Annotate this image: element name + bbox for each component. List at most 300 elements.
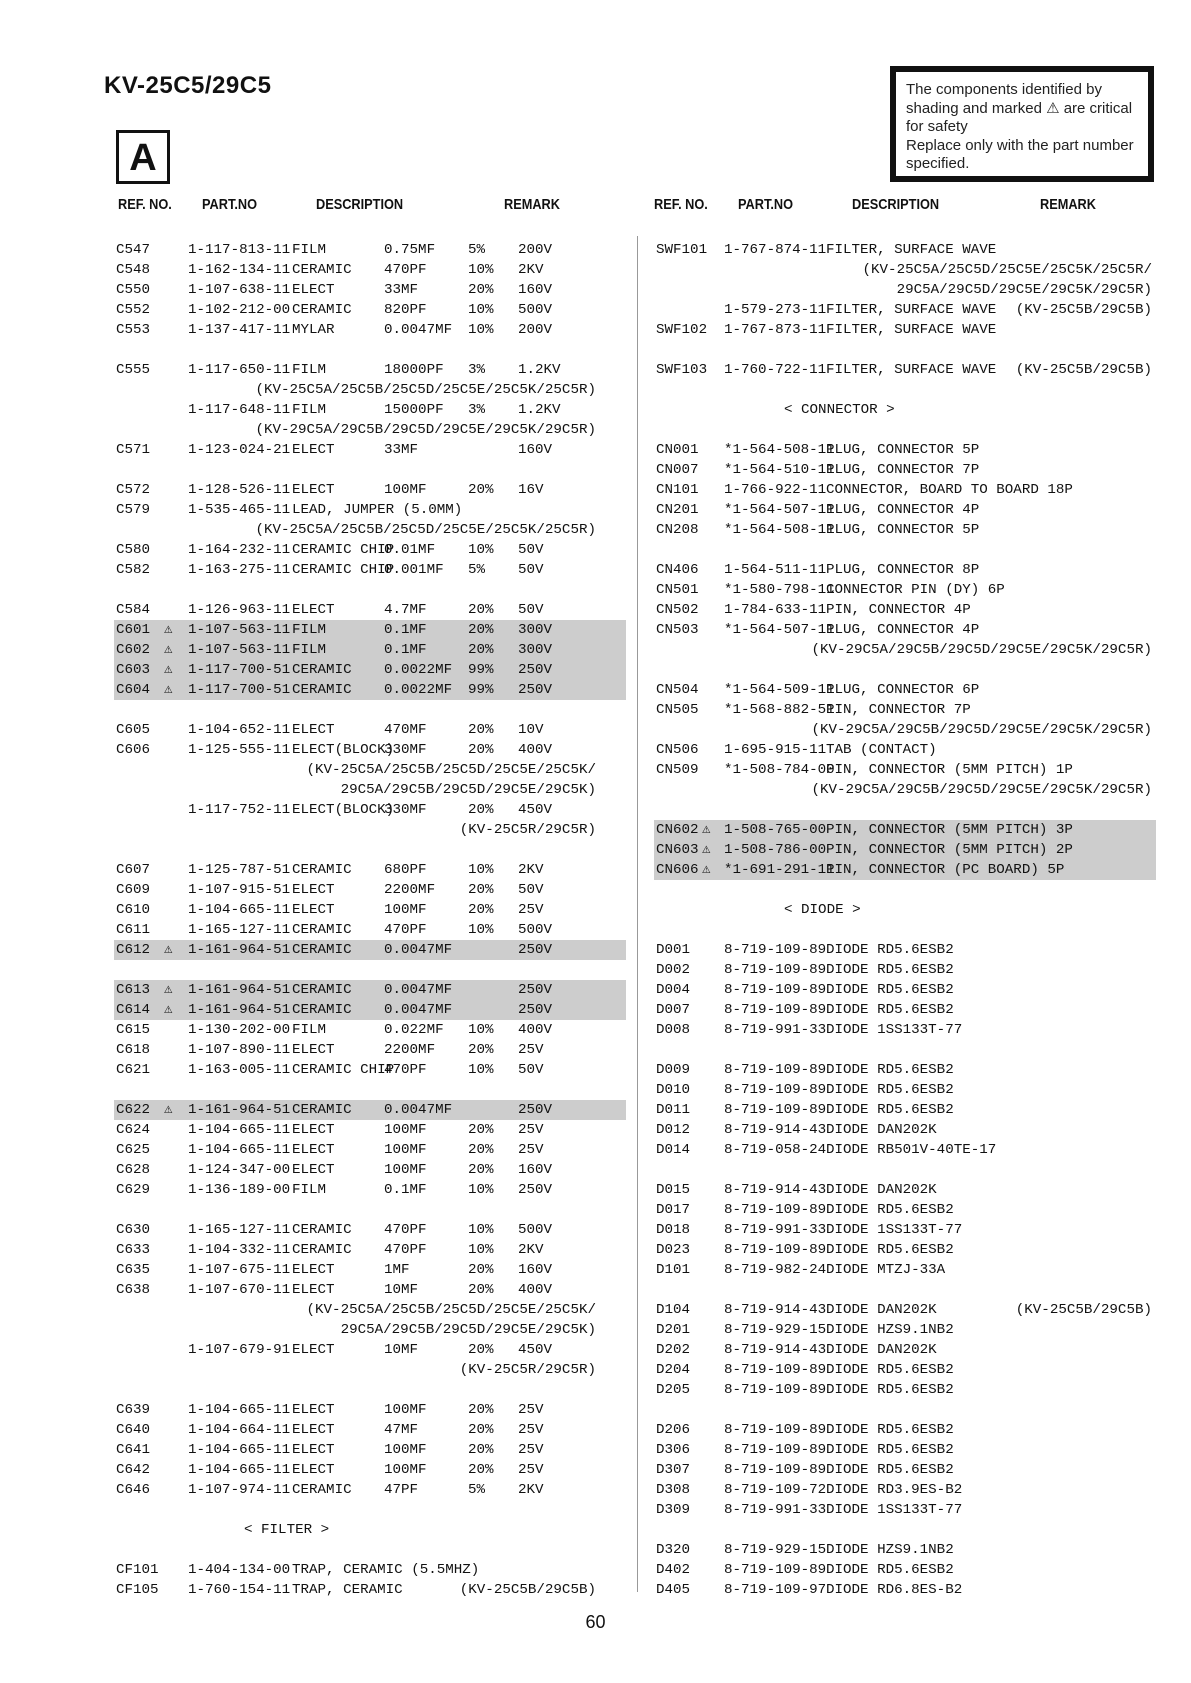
cell-sec: < FILTER > xyxy=(244,1522,330,1538)
part-row xyxy=(654,1480,1156,1500)
cell-part: 8-719-109-97 xyxy=(724,1582,827,1598)
part-row xyxy=(114,500,626,520)
cell-part: 1-163-005-11 xyxy=(188,1062,291,1078)
cell-desc: DIODE RD5.6ESB2 xyxy=(826,1382,954,1398)
part-row xyxy=(114,640,626,660)
cell-ref: C629 xyxy=(116,1182,151,1198)
cell-ref: C639 xyxy=(116,1402,151,1418)
cell-part: 1-124-347-00 xyxy=(188,1162,291,1178)
cell-tol: 10% xyxy=(468,1182,494,1198)
cell-ref: C609 xyxy=(116,882,151,898)
cell-part: *1-508-784-00 xyxy=(724,762,835,778)
cell-desc: PLUG, CONNECTOR 5P xyxy=(826,442,980,458)
cell-part: *1-568-882-51 xyxy=(724,702,835,718)
cell-volt: 2KV xyxy=(518,1482,544,1498)
header-remark: REMARK xyxy=(504,196,560,213)
part-row xyxy=(654,860,1156,880)
cell-part: 8-719-991-33 xyxy=(724,1502,827,1518)
cell-desc: ELECT(BLOCK) xyxy=(292,802,395,818)
cell-part: 1-784-633-11 xyxy=(724,602,827,618)
cell-desc: CERAMIC xyxy=(292,662,352,678)
cell-tol: 5% xyxy=(468,1482,486,1498)
part-row xyxy=(114,480,626,500)
part-row xyxy=(654,980,1156,1000)
cell-desc: FILM xyxy=(292,362,327,378)
cell-volt: 1.2KV xyxy=(518,402,561,418)
cell-tol: 20% xyxy=(468,902,494,918)
cell-desc: ELECT xyxy=(292,1042,335,1058)
cell-part: 1-130-202-00 xyxy=(188,1022,291,1038)
cell-ref: C550 xyxy=(116,282,151,298)
cell-desc: ELECT xyxy=(292,1342,335,1358)
cell-part: *1-564-508-11 xyxy=(724,442,835,458)
cell-val: 15000PF xyxy=(384,402,444,418)
cell-ref: CN504 xyxy=(656,682,699,698)
cell-volt: 250V xyxy=(518,1002,553,1018)
part-row xyxy=(654,940,1156,960)
part-row xyxy=(114,980,626,1000)
cell-val: 470PF xyxy=(384,262,427,278)
cell-volt: 200V xyxy=(518,242,553,258)
part-row xyxy=(114,1280,626,1300)
cell-note: 29C5A/29C5B/29C5D/29C5E/29C5K) xyxy=(340,1322,596,1338)
caution-triangle-icon: ⚠ xyxy=(164,982,173,998)
cell-desc: ELECT xyxy=(292,442,335,458)
cell-ref: C580 xyxy=(116,542,151,558)
cell-val: 47MF xyxy=(384,1422,419,1438)
cell-desc: FILM xyxy=(292,1022,327,1038)
cell-ref: CN007 xyxy=(656,462,699,478)
cell-ref: D101 xyxy=(656,1262,691,1278)
notice-line: shading and marked ⚠ are critical xyxy=(906,99,1133,117)
cell-val: 0.0047MF xyxy=(384,1002,453,1018)
part-row xyxy=(114,740,626,760)
cell-ref: C614 xyxy=(116,1002,151,1018)
cell-part: 8-719-109-89 xyxy=(724,1062,827,1078)
part-row xyxy=(114,1440,626,1460)
cell-part: 8-719-109-89 xyxy=(724,1102,827,1118)
row-spacer xyxy=(654,380,1156,400)
row-spacer xyxy=(654,880,1156,900)
cell-val: 330MF xyxy=(384,742,427,758)
cell-desc: LEAD, JUMPER (5.0MM) xyxy=(292,502,463,518)
cell-ref: C638 xyxy=(116,1282,151,1298)
cell-part: 1-125-787-51 xyxy=(188,862,291,878)
cell-volt: 160V xyxy=(518,1262,553,1278)
cell-note: (KV-25C5A/25C5B/25C5D/25C5E/25C5K/25C5R) xyxy=(255,522,596,538)
cell-ref: D011 xyxy=(656,1102,691,1118)
cell-val: 820PF xyxy=(384,302,427,318)
cell-volt: 25V xyxy=(518,1442,544,1458)
cell-desc: PLUG, CONNECTOR 4P xyxy=(826,502,980,518)
cell-ref: SWF101 xyxy=(656,242,708,258)
cell-desc: TRAP, CERAMIC (5.5MHZ) xyxy=(292,1562,480,1578)
part-row xyxy=(654,1360,1156,1380)
cell-volt: 160V xyxy=(518,282,553,298)
cell-desc: ELECT xyxy=(292,1162,335,1178)
part-row xyxy=(114,360,626,380)
cell-ref: D402 xyxy=(656,1562,691,1578)
cell-ref: CN101 xyxy=(656,482,699,498)
cell-ref: C555 xyxy=(116,362,151,378)
cell-val: 0.0022MF xyxy=(384,662,453,678)
part-row xyxy=(654,620,1156,640)
cell-note: (KV-29C5A/29C5B/29C5D/29C5E/29C5K/29C5R) xyxy=(811,642,1152,658)
cell-ref: D014 xyxy=(656,1142,691,1158)
cell-desc: CERAMIC xyxy=(292,1002,352,1018)
part-row xyxy=(654,1220,1156,1240)
cell-volt: 300V xyxy=(518,622,553,638)
cell-part: *1-580-798-11 xyxy=(724,582,835,598)
part-row xyxy=(654,1340,1156,1360)
caution-triangle-icon: ⚠ xyxy=(164,622,173,638)
part-row xyxy=(654,1100,1156,1120)
cell-note: (KV-25C5A/25C5B/25C5D/25C5E/25C5K/ xyxy=(306,762,596,778)
cell-part: 1-104-664-11 xyxy=(188,1422,291,1438)
cell-ref: C624 xyxy=(116,1122,151,1138)
cell-val: 0.75MF xyxy=(384,242,436,258)
cell-desc: DIODE RD5.6ESB2 xyxy=(826,1202,954,1218)
cell-ref: C605 xyxy=(116,722,151,738)
cell-desc: DIODE HZS9.1NB2 xyxy=(826,1542,954,1558)
cell-part: 1-104-665-11 xyxy=(188,1442,291,1458)
cell-part: 1-102-212-00 xyxy=(188,302,291,318)
cell-val: 10MF xyxy=(384,1282,419,1298)
part-row xyxy=(114,820,626,840)
cell-ref: C548 xyxy=(116,262,151,278)
cell-volt: 1.2KV xyxy=(518,362,561,378)
part-row xyxy=(114,420,626,440)
cell-part: 1-117-650-11 xyxy=(188,362,291,378)
cell-volt: 50V xyxy=(518,1062,544,1078)
row-spacer xyxy=(114,1540,626,1560)
part-row xyxy=(114,260,626,280)
cell-part: 1-535-465-11 xyxy=(188,502,291,518)
row-spacer xyxy=(654,660,1156,680)
cell-volt: 50V xyxy=(518,882,544,898)
part-row xyxy=(654,1440,1156,1460)
cell-desc: DIODE RD5.6ESB2 xyxy=(826,962,954,978)
part-row xyxy=(654,580,1156,600)
cell-val: 1MF xyxy=(384,1262,410,1278)
cell-part: 8-719-982-24 xyxy=(724,1262,827,1278)
cell-tol: 99% xyxy=(468,662,494,678)
cell-ref: C635 xyxy=(116,1262,151,1278)
cell-desc: PIN, CONNECTOR 4P xyxy=(826,602,971,618)
cell-volt: 250V xyxy=(518,1102,553,1118)
cell-volt: 400V xyxy=(518,1022,553,1038)
cell-part: *1-564-510-11 xyxy=(724,462,835,478)
header-remark: REMARK xyxy=(1040,196,1096,213)
cell-val: 470PF xyxy=(384,922,427,938)
cell-desc: ELECT xyxy=(292,1442,335,1458)
cell-part: *1-564-508-11 xyxy=(724,522,835,538)
header-description: DESCRIPTION xyxy=(316,196,404,213)
cell-val: 470PF xyxy=(384,1242,427,1258)
cell-ref: CN406 xyxy=(656,562,699,578)
cell-volt: 300V xyxy=(518,642,553,658)
cell-val: 100MF xyxy=(384,902,427,918)
part-row xyxy=(114,1020,626,1040)
cell-desc: CERAMIC xyxy=(292,1102,352,1118)
part-row xyxy=(654,1300,1156,1320)
cell-desc: DIODE DAN202K xyxy=(826,1182,937,1198)
part-row xyxy=(114,600,626,620)
cell-part: 1-104-665-11 xyxy=(188,1462,291,1478)
cell-desc: TAB (CONTACT) xyxy=(826,742,937,758)
part-row xyxy=(654,500,1156,520)
cell-ref: C642 xyxy=(116,1462,151,1478)
cell-note: (KV-25C5B/29C5B) xyxy=(459,1582,596,1598)
cell-part: 1-760-722-11 xyxy=(724,362,827,378)
part-row xyxy=(654,840,1156,860)
cell-tol: 10% xyxy=(468,1062,494,1078)
row-spacer xyxy=(114,1380,626,1400)
cell-volt: 160V xyxy=(518,1162,553,1178)
cell-desc: PLUG, CONNECTOR 5P xyxy=(826,522,980,538)
cell-ref: D008 xyxy=(656,1022,691,1038)
cell-val: 0.0022MF xyxy=(384,682,453,698)
cell-desc: CERAMIC CHIP xyxy=(292,562,395,578)
cell-note: (KV-25C5R/29C5R) xyxy=(459,822,596,838)
cell-desc: DIODE RD5.6ESB2 xyxy=(826,1442,954,1458)
cell-rem: (KV-25C5B/29C5B) xyxy=(1015,362,1152,378)
part-row xyxy=(654,1540,1156,1560)
cell-part: 8-719-109-89 xyxy=(724,962,827,978)
cell-desc: DIODE RD5.6ESB2 xyxy=(826,1082,954,1098)
part-row xyxy=(114,660,626,680)
cell-ref: D007 xyxy=(656,1002,691,1018)
cell-ref: D307 xyxy=(656,1462,691,1478)
cell-desc: DIODE RD5.6ESB2 xyxy=(826,1562,954,1578)
cell-volt: 160V xyxy=(518,442,553,458)
part-row xyxy=(654,520,1156,540)
cell-tol: 20% xyxy=(468,1142,494,1158)
cell-desc: FILM xyxy=(292,1182,327,1198)
cell-desc: FILTER, SURFACE WAVE xyxy=(826,242,997,258)
notice-line: for safety xyxy=(906,118,968,135)
cell-ref: C646 xyxy=(116,1482,151,1498)
cell-ref: C621 xyxy=(116,1062,151,1078)
part-row xyxy=(114,920,626,940)
part-row xyxy=(114,1320,626,1340)
cell-ref: D206 xyxy=(656,1422,691,1438)
cell-desc: DIODE DAN202K xyxy=(826,1122,937,1138)
cell-desc: DIODE RD5.6ESB2 xyxy=(826,1002,954,1018)
cell-ref: D004 xyxy=(656,982,691,998)
cell-desc: CONNECTOR, BOARD TO BOARD 18P xyxy=(826,482,1073,498)
model-title: KV-25C5/29C5 xyxy=(104,72,272,99)
cell-ref: D017 xyxy=(656,1202,691,1218)
cell-desc: DIODE 1SS133T-77 xyxy=(826,1502,963,1518)
cell-note: (KV-29C5A/29C5B/29C5D/29C5E/29C5K/29C5R) xyxy=(255,422,596,438)
cell-part: 8-719-109-89 xyxy=(724,1442,827,1458)
part-row xyxy=(114,1400,626,1420)
cell-part: 1-136-189-00 xyxy=(188,1182,291,1198)
cell-tol: 3% xyxy=(468,402,486,418)
cell-tol: 10% xyxy=(468,862,494,878)
row-spacer xyxy=(114,1080,626,1100)
part-row xyxy=(114,620,626,640)
cell-part: 8-719-109-72 xyxy=(724,1482,827,1498)
cell-volt: 500V xyxy=(518,302,553,318)
cell-note: (KV-25C5A/25C5B/25C5D/25C5E/25C5K/ xyxy=(306,1302,596,1318)
cell-part: 8-719-914-43 xyxy=(724,1302,827,1318)
cell-part: 1-165-127-11 xyxy=(188,1222,291,1238)
cell-ref: C610 xyxy=(116,902,151,918)
cell-ref: CF105 xyxy=(116,1582,159,1598)
cell-desc: ELECT(BLOCK) xyxy=(292,742,395,758)
part-row xyxy=(114,1300,626,1320)
cell-part: 1-123-024-21 xyxy=(188,442,291,458)
part-row xyxy=(114,1140,626,1160)
cell-part: 8-719-914-43 xyxy=(724,1342,827,1358)
cell-part: 1-161-964-51 xyxy=(188,1102,291,1118)
cell-part: 1-104-665-11 xyxy=(188,1122,291,1138)
part-row xyxy=(654,300,1156,320)
cell-part: 1-126-963-11 xyxy=(188,602,291,618)
part-row xyxy=(654,1120,1156,1140)
cell-part: 8-719-109-89 xyxy=(724,1362,827,1378)
cell-ref: D204 xyxy=(656,1362,691,1378)
row-spacer xyxy=(654,920,1156,940)
cell-ref: CN603 xyxy=(656,842,699,858)
caution-triangle-icon: ⚠ xyxy=(164,682,173,698)
cell-tol: 20% xyxy=(468,282,494,298)
cell-note: 29C5A/29C5B/29C5D/29C5E/29C5K) xyxy=(340,782,596,798)
cell-part: 1-107-679-91 xyxy=(188,1342,291,1358)
cell-val: 0.1MF xyxy=(384,622,427,638)
cell-ref: CN208 xyxy=(656,522,699,538)
part-row xyxy=(114,1120,626,1140)
cell-part: 1-107-675-11 xyxy=(188,1262,291,1278)
cell-ref: D023 xyxy=(656,1242,691,1258)
row-spacer xyxy=(654,1520,1156,1540)
cell-tol: 10% xyxy=(468,542,494,558)
cell-ref: SWF103 xyxy=(656,362,708,378)
cell-volt: 450V xyxy=(518,802,553,818)
cell-part: 1-128-526-11 xyxy=(188,482,291,498)
cell-desc: PLUG, CONNECTOR 7P xyxy=(826,462,980,478)
cell-ref: C641 xyxy=(116,1442,151,1458)
cell-part: 1-164-232-11 xyxy=(188,542,291,558)
row-spacer xyxy=(654,1040,1156,1060)
part-row xyxy=(114,400,626,420)
cell-ref: D010 xyxy=(656,1082,691,1098)
row-spacer xyxy=(654,540,1156,560)
cell-val: 0.001MF xyxy=(384,562,444,578)
cell-tol: 20% xyxy=(468,1462,494,1478)
part-row xyxy=(654,1460,1156,1480)
cell-desc: TRAP, CERAMIC xyxy=(292,1582,403,1598)
cell-part: 8-719-109-89 xyxy=(724,1082,827,1098)
cell-desc: ELECT xyxy=(292,602,335,618)
cell-volt: 400V xyxy=(518,1282,553,1298)
cell-tol: 20% xyxy=(468,602,494,618)
cell-val: 470PF xyxy=(384,1222,427,1238)
cell-volt: 25V xyxy=(518,1462,544,1478)
cell-ref: D306 xyxy=(656,1442,691,1458)
cell-desc: PIN, CONNECTOR (PC BOARD) 5P xyxy=(826,862,1065,878)
cell-ref: CN509 xyxy=(656,762,699,778)
part-row xyxy=(654,1020,1156,1040)
cell-ref: C618 xyxy=(116,1042,151,1058)
cell-desc: PLUG, CONNECTOR 8P xyxy=(826,562,980,578)
cell-ref: D205 xyxy=(656,1382,691,1398)
cell-tol: 20% xyxy=(468,722,494,738)
caution-triangle-icon: ⚠ xyxy=(164,1002,173,1018)
parts-list-right xyxy=(654,240,1156,1600)
part-row xyxy=(114,1260,626,1280)
cell-part: 8-719-109-89 xyxy=(724,1242,827,1258)
cell-part: 1-161-964-51 xyxy=(188,942,291,958)
cell-volt: 25V xyxy=(518,1402,544,1418)
row-spacer xyxy=(114,1200,626,1220)
cell-rem: (KV-25C5B/29C5B) xyxy=(1015,302,1152,318)
part-row xyxy=(654,440,1156,460)
cell-note: (KV-29C5A/29C5B/29C5D/29C5E/29C5K/29C5R) xyxy=(811,782,1152,798)
cell-desc: ELECT xyxy=(292,1262,335,1278)
part-row xyxy=(654,820,1156,840)
cell-part: 8-719-914-43 xyxy=(724,1122,827,1138)
cell-part: 1-162-134-11 xyxy=(188,262,291,278)
cell-part: 1-104-665-11 xyxy=(188,1142,291,1158)
cell-ref: D202 xyxy=(656,1342,691,1358)
cell-ref: CN506 xyxy=(656,742,699,758)
cell-tol: 10% xyxy=(468,1242,494,1258)
cell-desc: FILTER, SURFACE WAVE xyxy=(826,362,997,378)
cell-desc: DIODE RD5.6ESB2 xyxy=(826,1242,954,1258)
cell-ref: D320 xyxy=(656,1542,691,1558)
cell-desc: CERAMIC xyxy=(292,1222,352,1238)
cell-part: 1-107-563-11 xyxy=(188,642,291,658)
part-row xyxy=(114,1220,626,1240)
cell-tol: 20% xyxy=(468,1162,494,1178)
cell-part: 1-161-964-51 xyxy=(188,1002,291,1018)
part-row xyxy=(114,1000,626,1020)
cell-desc: PLUG, CONNECTOR 6P xyxy=(826,682,980,698)
cell-part: 1-695-915-11 xyxy=(724,742,827,758)
cell-ref: D018 xyxy=(656,1222,691,1238)
cell-volt: 500V xyxy=(518,1222,553,1238)
cell-val: 100MF xyxy=(384,482,427,498)
cell-tol: 20% xyxy=(468,1122,494,1138)
cell-volt: 25V xyxy=(518,902,544,918)
part-row xyxy=(654,280,1156,300)
cell-part: 1-117-700-51 xyxy=(188,662,291,678)
caution-triangle-icon: ⚠ xyxy=(164,662,173,678)
part-row xyxy=(654,1060,1156,1080)
cell-val: 0.0047MF xyxy=(384,982,453,998)
cell-note: (KV-25C5R/29C5R) xyxy=(459,1362,596,1378)
cell-desc: DIODE DAN202K xyxy=(826,1302,937,1318)
cell-part: 1-161-964-51 xyxy=(188,982,291,998)
cell-ref: CF101 xyxy=(116,1562,159,1578)
header-part-no: PART.NO xyxy=(202,196,258,213)
part-row xyxy=(114,760,626,780)
cell-part: 1-117-700-51 xyxy=(188,682,291,698)
cell-ref: C612 xyxy=(116,942,151,958)
cell-desc: ELECT xyxy=(292,1402,335,1418)
cell-val: 0.1MF xyxy=(384,1182,427,1198)
row-spacer xyxy=(114,340,626,360)
cell-ref: D104 xyxy=(656,1302,691,1318)
cell-part: *1-564-507-11 xyxy=(724,502,835,518)
part-row xyxy=(654,1140,1156,1160)
caution-triangle-icon: ⚠ xyxy=(164,1102,173,1118)
part-row xyxy=(654,480,1156,500)
cell-part: 1-579-273-11 xyxy=(724,302,827,318)
